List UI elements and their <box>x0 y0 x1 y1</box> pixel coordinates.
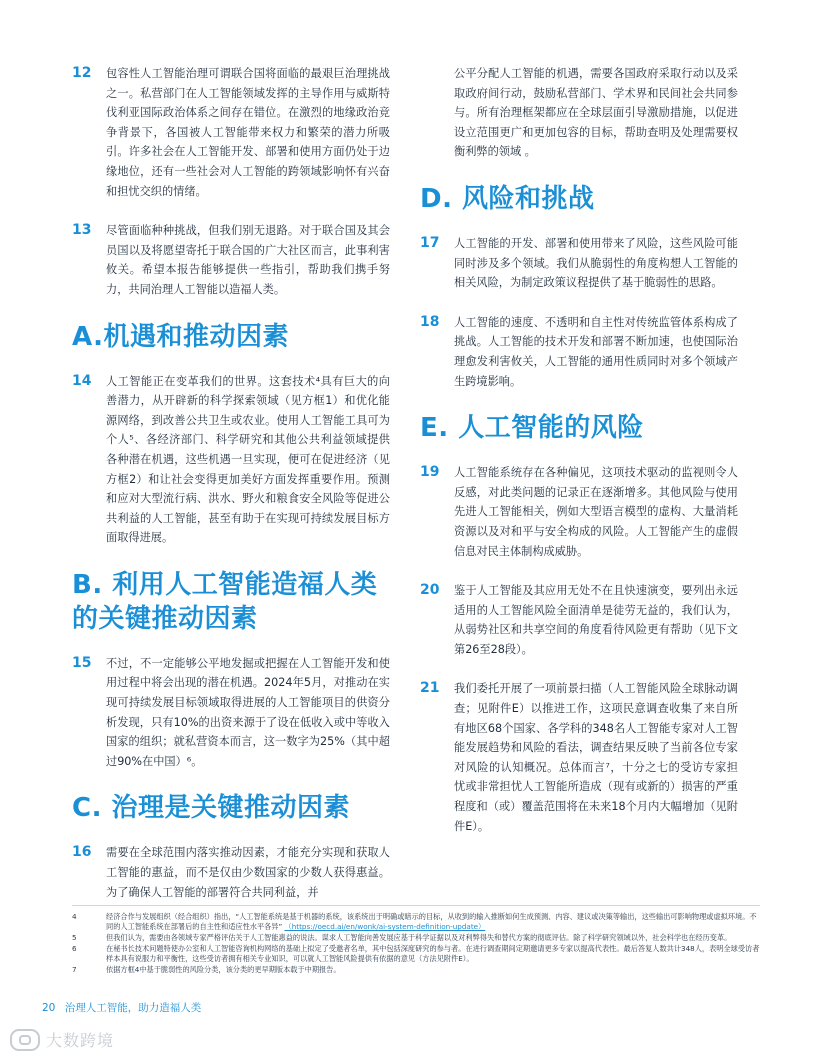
paragraph-text: 人工智能的开发、部署和使用带来了风险，这些风险可能同时涉及多个领域。我们从脆弱性的角度构想人工智能的相关风险，为制定政策议程提供了基于脆弱性的思路。 <box>454 236 738 290</box>
watermark-logo-icon <box>10 1029 40 1051</box>
footnote-link[interactable]: （https://oecd.ai/en/wonk/ai-system-definition-update） <box>284 922 486 931</box>
paragraph-text: 公平分配人工智能的机遇，需要各国政府采取行动以及采取政府间行动，鼓励私营部门、学术界和民间社会共同参与。所有治理框架都应在全球层面引导激励措施，以促进设立范围更广和更加包容的目标，帮助查明及处理需要权衡利弊的领域 。 <box>454 67 738 159</box>
paragraph-text: 鉴于人工智能及其应用无处不在且快速演变，要列出永远适用的人工智能风险全面清单是徒劳无益的，我们认为，从弱势社区和共享空间的角度看待风险更有帮助（见下文第26至28段）。 <box>454 584 738 656</box>
paragraph-16-continued <box>420 64 738 162</box>
paragraph-text: 不过，不一定能够公平地发掘或把握在人工智能开发和使用过程中将会出现的潜在机遇。2024年5月，对推动在实现可持续发展目标领域取得进展的人工智能项目的供资分析发现，只有10%的出资来源于了设在低收入或中等收入国家的组织；就私营资本而言，这一数字为25%（其中超过90%在中国）⁶。 <box>106 656 390 768</box>
paragraph-number: 20 <box>420 582 440 599</box>
paragraph-text: 需要在全球范围内落实推动因素，才能充分实现和获取人工智能的惠益，而不是仅由少数国家的少数人获得惠益。为了确保人工智能的部署符合共同利益，并 <box>106 846 390 899</box>
paragraph-number: 15 <box>72 654 92 671</box>
paragraph-21 <box>420 679 738 836</box>
paragraph-number: 12 <box>72 65 92 81</box>
footnotes <box>72 905 760 976</box>
right-column <box>420 64 738 856</box>
footnote-number: 5 <box>72 933 77 942</box>
paragraph-number: 21 <box>420 680 440 697</box>
footnote-5 <box>72 933 760 943</box>
paragraph-15 <box>72 654 390 772</box>
document-title: 治理人工智能，助力造福人类 <box>64 1002 202 1014</box>
paragraph-number: 17 <box>420 234 440 251</box>
paragraph-18 <box>420 313 738 391</box>
paragraph-text: 包容性人工智能治理可谓联合国将面临的最艰巨治理挑战之一。私营部门在人工智能领域发挥的主导作用与威斯特伐利亚国际政治体系之间存在错位。在激烈的地缘政治竞争背景下，各国被人工智能带来权力和繁荣的潜力所吸引。许多社会在人工智能开发、部署和使用方面仍处于边缘地位，还有一些社会对人工智能的跨领域影响怀有兴奋和担忧交织的情绪。 <box>106 67 390 198</box>
section-heading-a: A.机遇和推动因素 <box>72 321 289 352</box>
paragraph-number: 13 <box>72 222 92 239</box>
footnote-6 <box>72 944 760 964</box>
footnote-number: 4 <box>72 912 77 921</box>
paragraph-text: 我们委托开展了一项前景扫描（人工智能风险全球脉动调查；见附件E）以推进工作，这项民意调查收集了来自所有地区68个国家、各学科的348名人工智能专家对人工智能发展趋势和风险的看法，调查结果反映了当前各位专家对风险的认知概况。总体而言⁷，十分之七的受访专家担忧或非常担忧人工智能所造成（现有或新的）损害的严重程度和（或）覆盖范围将在未来18个月内大幅增加（见附件E）。 <box>454 682 738 833</box>
paragraph-19 <box>420 463 738 561</box>
footnote-text: 在秘书长技术问题特使办公室和人工智能咨询机构网络的基础上拟定了受邀者名单，其中包括深度研究的参与者。在进行调查期间定期邀请更多专家以提高代表性。最后答复人数共计348人，表明全球受访者样本具有说服力和平衡性，这些受访者拥有相关专业知识，可以就人工智能风险提供有依据的意见（方法见附件E）。 <box>106 944 760 963</box>
paragraph-number: 16 <box>72 844 92 861</box>
page-number: 20 <box>42 1002 56 1014</box>
section-heading-b: B. 利用人工智能造福人类的关键推动因素 <box>72 569 378 634</box>
left-column <box>72 64 390 922</box>
paragraph-text: 人工智能的速度、不透明和自主性对传统监管体系构成了挑战。人工智能的技术开发和部署不断加速，也使国际治理愈发利害攸关，人工智能的通用性质同时对多个领域产生跨境影响。 <box>454 315 738 388</box>
footnote-number: 6 <box>72 944 77 953</box>
paragraph-12 <box>72 64 390 201</box>
paragraph-text: 人工智能正在变革我们的世界。这套技术⁴具有巨大的向善潜力，从开辟新的科学探索领域（见方框1）和优化能源网络，到改善公共卫生或农业。使用人工智能工具可为个人⁵、各经济部门、科学研究和其他公共利益领域提供各种潜在机遇，这些机遇一旦实现，便可在促进经济（见方框2）和让社会变得更加美好方面发挥重要作用。预测和应对大型流行病、洪水、野火和粮食安全风险等促进公共利益的人工智能，甚至有助于在实现可持续发展目标方面取得进展。 <box>106 374 390 545</box>
watermark <box>10 1028 114 1051</box>
paragraph-number: 18 <box>420 313 440 330</box>
footnote-text: 但我们认为，需要由各领域专家严格评估关于人工智能惠益的说法。谋求人工智能向善发展应基于科学证据以及对利弊得失和替代方案的彻底评估。除了科学研究领域以外，社会科学也在经历变革。 <box>106 933 732 942</box>
paragraph-13 <box>72 221 390 299</box>
paragraph-number: 14 <box>72 372 92 389</box>
section-heading-c: C. 治理是关键推动因素 <box>72 793 351 824</box>
paragraph-16 <box>72 843 390 902</box>
page-footer <box>42 1000 201 1015</box>
footnote-4 <box>72 912 760 932</box>
paragraph-number: 19 <box>420 464 440 481</box>
section-heading-e: E. 人工智能的风险 <box>420 413 644 444</box>
paragraph-text: 人工智能系统存在各种偏见，这项技术驱动的监视则令人反感，对此类问题的记录正在逐渐增多。其他风险与使用先进人工智能相关，例如大型语言模型的虚构、大量消耗资源以及对和平与安全构成的风险。人工智能产生的虚假信息对民主体制构成威胁。 <box>454 466 738 558</box>
paragraph-20 <box>420 581 738 659</box>
footnote-text: 经济合作与发展组织（经合组织）指出，“人工智能系统是基于机器的系统，该系统出于明确或暗示的目标，从收到的输入推断如何生成预测、内容、建议或决策等输出，这些输出可影响物理或虚拟环境。不同的人工智能系统在部署后的自主性和适应性水平各异” <box>106 912 757 931</box>
watermark-text: 大数跨境 <box>46 1031 115 1050</box>
paragraph-17 <box>420 234 738 293</box>
section-heading-d: D. 风险和挑战 <box>420 183 595 214</box>
footnote-text: 依据方框4中基于脆弱性的风险分类，该分类的更早期版本载于中期报告。 <box>106 965 341 974</box>
footnote-number: 7 <box>72 965 77 974</box>
footnote-7 <box>72 965 760 975</box>
paragraph-text: 尽管面临种种挑战，但我们别无退路。对于联合国及其会员国以及将愿望寄托于联合国的广大社区而言，此事利害攸关。希望本报告能够提供一些指引，帮助我们携手努力，共同治理人工智能以造福人类。 <box>106 224 390 296</box>
paragraph-14 <box>72 372 390 548</box>
